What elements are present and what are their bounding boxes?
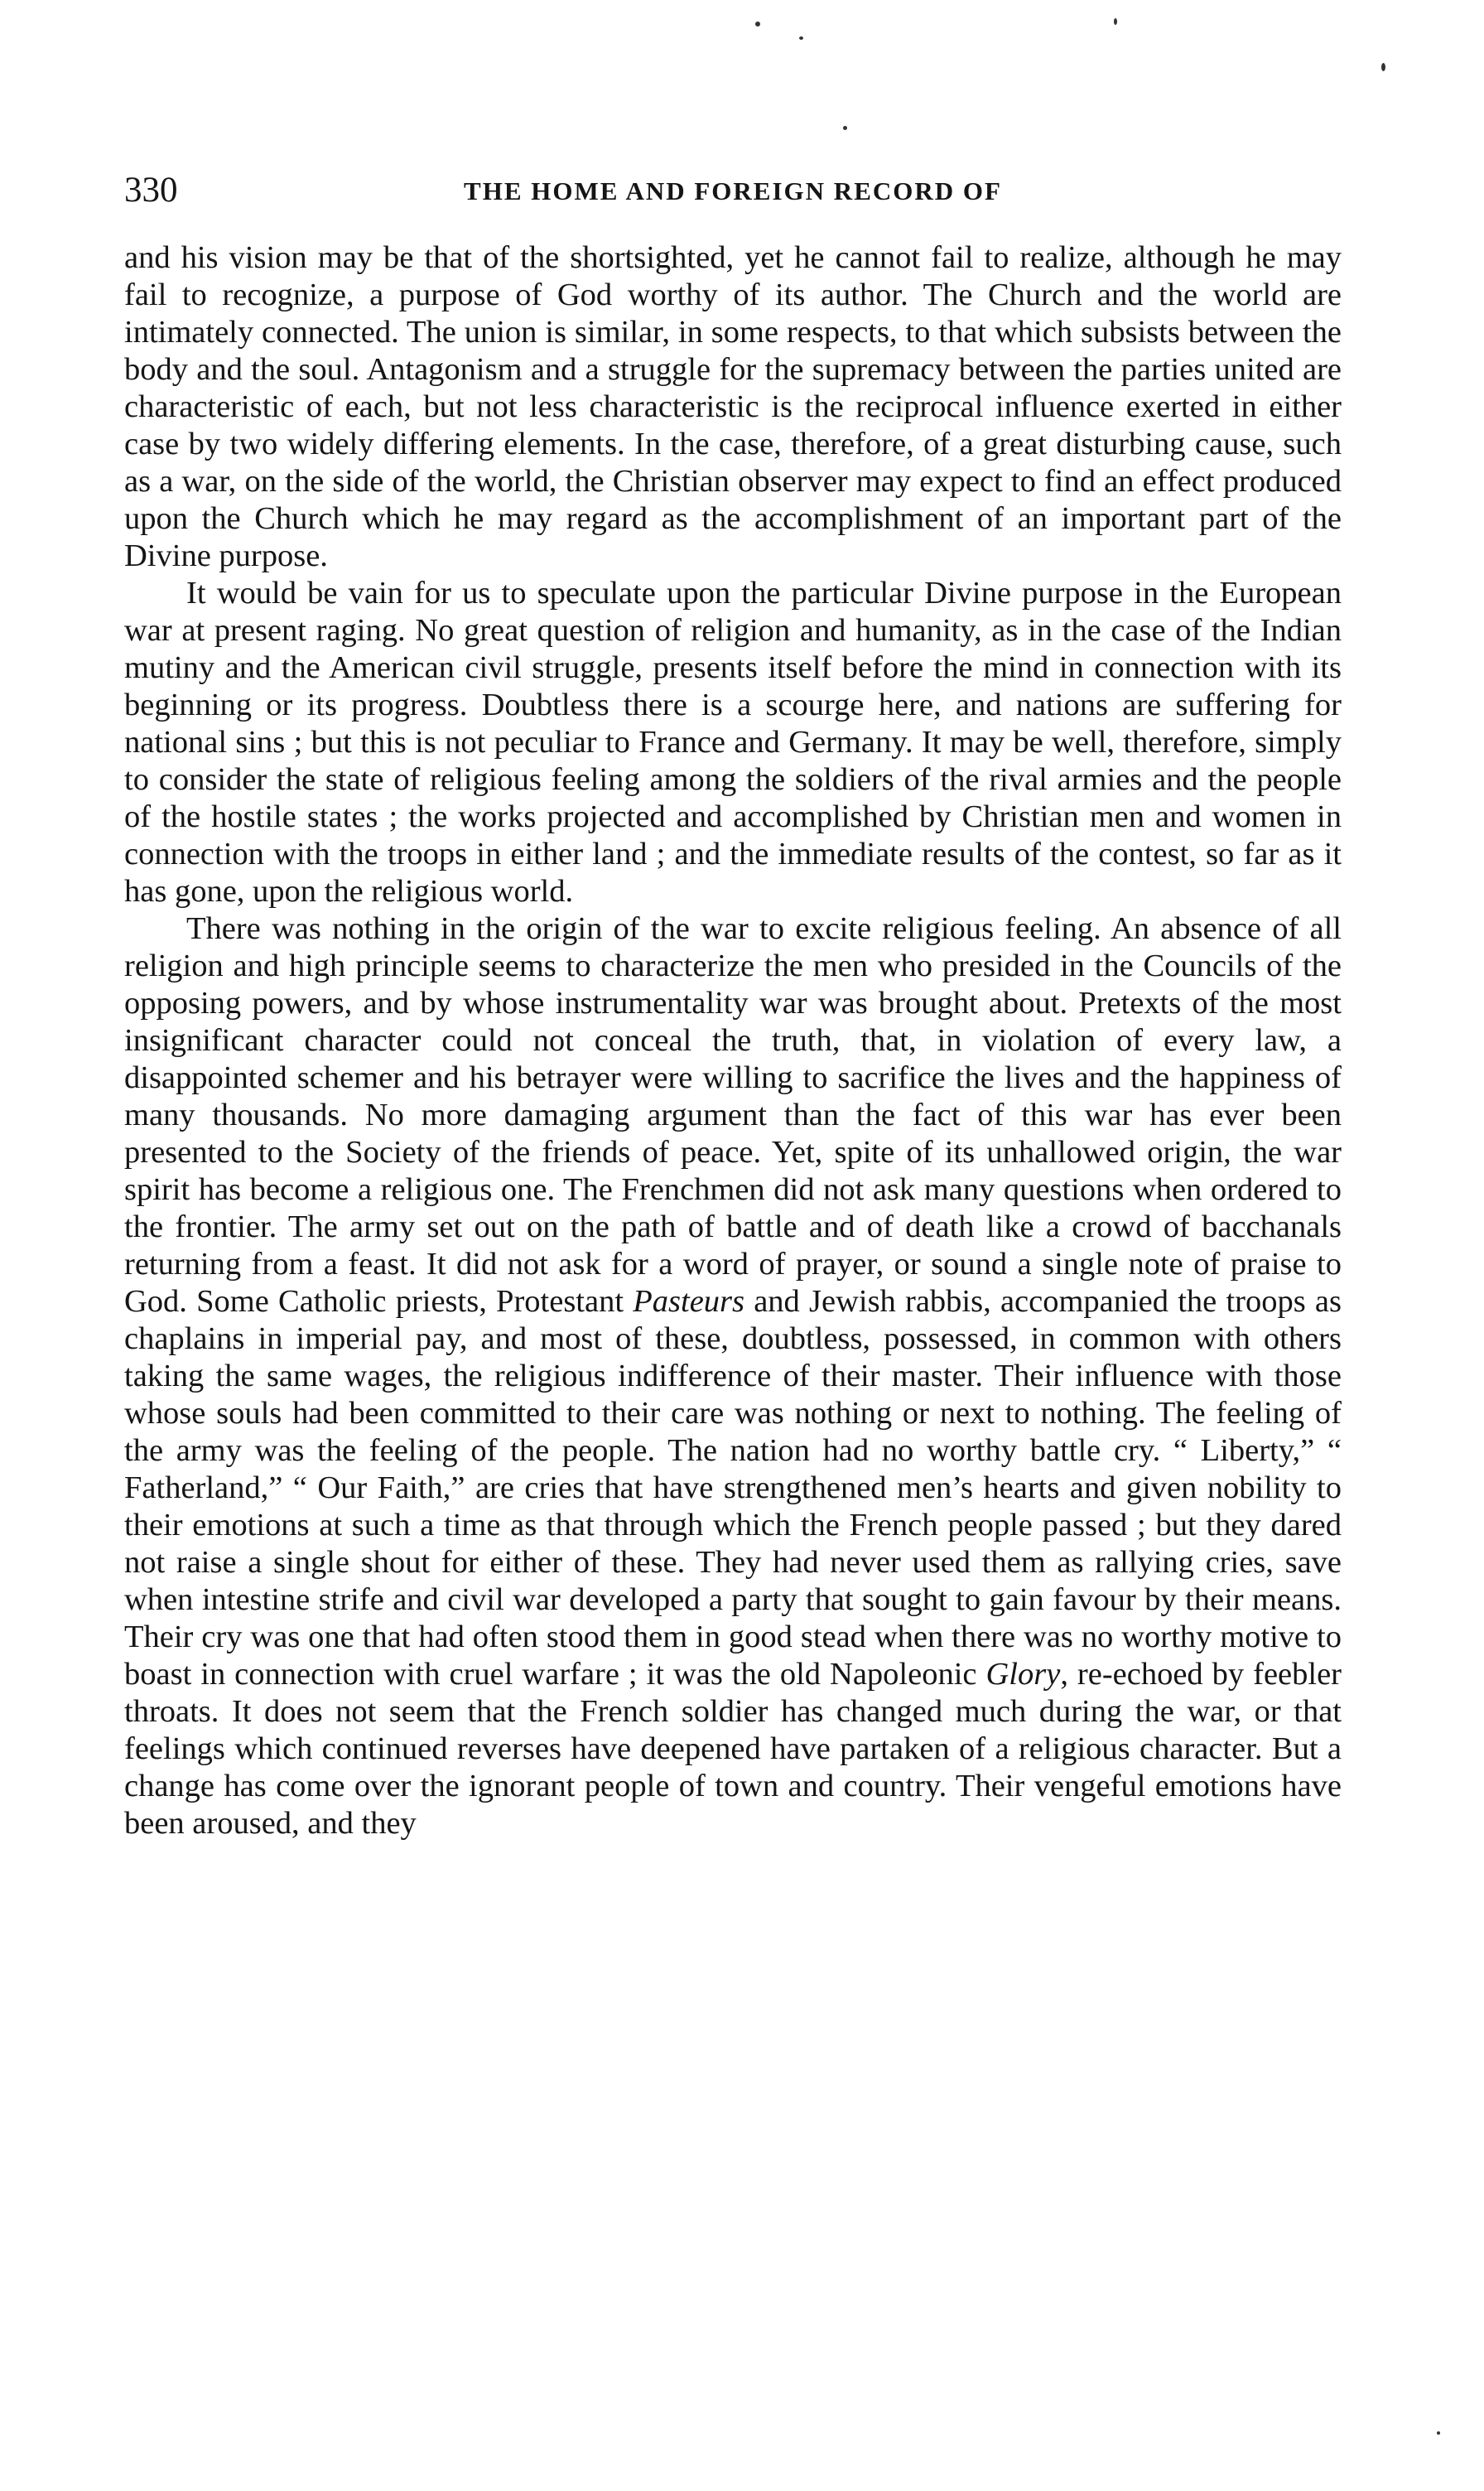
paragraph	[124, 575, 1342, 910]
paragraph	[124, 910, 1342, 1842]
scan-speck	[1437, 2431, 1440, 2435]
page-header	[124, 170, 1342, 220]
scan-speck	[799, 36, 803, 40]
running-head: THE HOME AND FOREIGN RECORD OF	[464, 176, 1002, 205]
italic-segment: Glory	[985, 1657, 1061, 1692]
text-segment: There was nothing in the origin of the war to excite religious feeling. An absence of all religion and high principle seems to characterize the men who presided in the Councils of the opposing powers, and by whose instrumentality war was brought about. Pretexts of the most insignificant character could not conceal the truth, that, in violation of every law, a disappointed schemer and his betrayer were willing to sacrifice the lives and the happiness of many thousands. No more damaging argument than the fact of this war has ever been presented to the Society of the friends of peace. Yet, spite of its unhallowed origin, the war spirit has become a religious one. The Frenchmen did not ask many questions when ordered to the frontier. The army set out on the path of battle and of death like a crowd of bacchanals returning from a feast. It did not ask for a word of prayer, or sound a single note of praise to God. Some Catholic priests, Protestant	[124, 911, 1342, 1319]
text-segment: and Jewish rabbis, accompanied the troops as chaplains in imperial pay, and most of these, doubtless, possessed, in common with others taking the same wages, the religious indifference of their master. Their influence with those whose souls had been committed to their care was nothing or next to nothing. The feeling of the army was the feeling of the people. The nation had no worthy battle cry. “ Liberty,” “ Fatherland,” “ Our Faith,” are cries that have strengthened men’s hearts and given nobility to their emotions at such a time as that through which the French people passed ; but they dared not raise a single shout for either of these. They had never used them as rallying cries, save when intestine strife and civil war developed a party that sought to gain favour by their means. Their cry was one that had often stood them in good stead when there was no worthy motive to boast in connection with cruel warfare ; it was the old Napoleonic	[124, 1284, 1342, 1692]
scan-speck	[843, 126, 847, 130]
scan-speck	[1114, 18, 1117, 25]
text-segment: It would be vain for us to speculate upon the particular Divine purpose in the European war at present raging. No great question of religion and humanity, as in the case of the Indian mutiny and the American civil struggle, presents itself before the mind in connection with its beginning or its progress. Doubtless there is a scourge here, and nations are suffering for national sins ; but this is not peculiar to France and Germany. It may be well, therefore, simply to consider the state of religious feeling among the soldiers of the rival armies and the people of the hostile states ; the works projected and accomplished by Christian men and women in connection with the troops in either land ; and the immediate results of the contest, so far as it has gone, upon the religious world.	[124, 576, 1342, 909]
body-text	[124, 239, 1342, 1842]
text-segment: , re-echoed by feebler throats. It does not seem that the French soldier has changed much during the war, or that feelings which continued reverses have deepened have partaken of a religious character. But a change has come over the ignorant people of town and country. Their vengeful emotions have been aroused, and they	[124, 1657, 1342, 1841]
scan-speck	[1381, 63, 1385, 71]
text-segment: and his vision may be that of the shortsighted, yet he cannot fail to realize, although he may fail to recognize, a purpose of God worthy of its author. The Church and the world are intimately connected. The union is similar, in some respects, to that which subsists between the body and the soul. Antagonism and a struggle for the supremacy between the parties united are characteristic of each, but not less characteristic is the reciprocal influence exerted in either case by two widely differing elements. In the case, therefore, of a great disturbing cause, such as a war, on the side of the world, the Christian observer may expect to find an effect produced upon the Church which he may regard as the accomplishment of an important part of the Divine purpose.	[124, 240, 1342, 573]
scan-speck	[755, 22, 760, 27]
page-number: 330	[124, 171, 178, 210]
italic-segment: Pasteurs	[633, 1284, 744, 1319]
paragraph	[124, 239, 1342, 575]
page	[124, 170, 1342, 1842]
